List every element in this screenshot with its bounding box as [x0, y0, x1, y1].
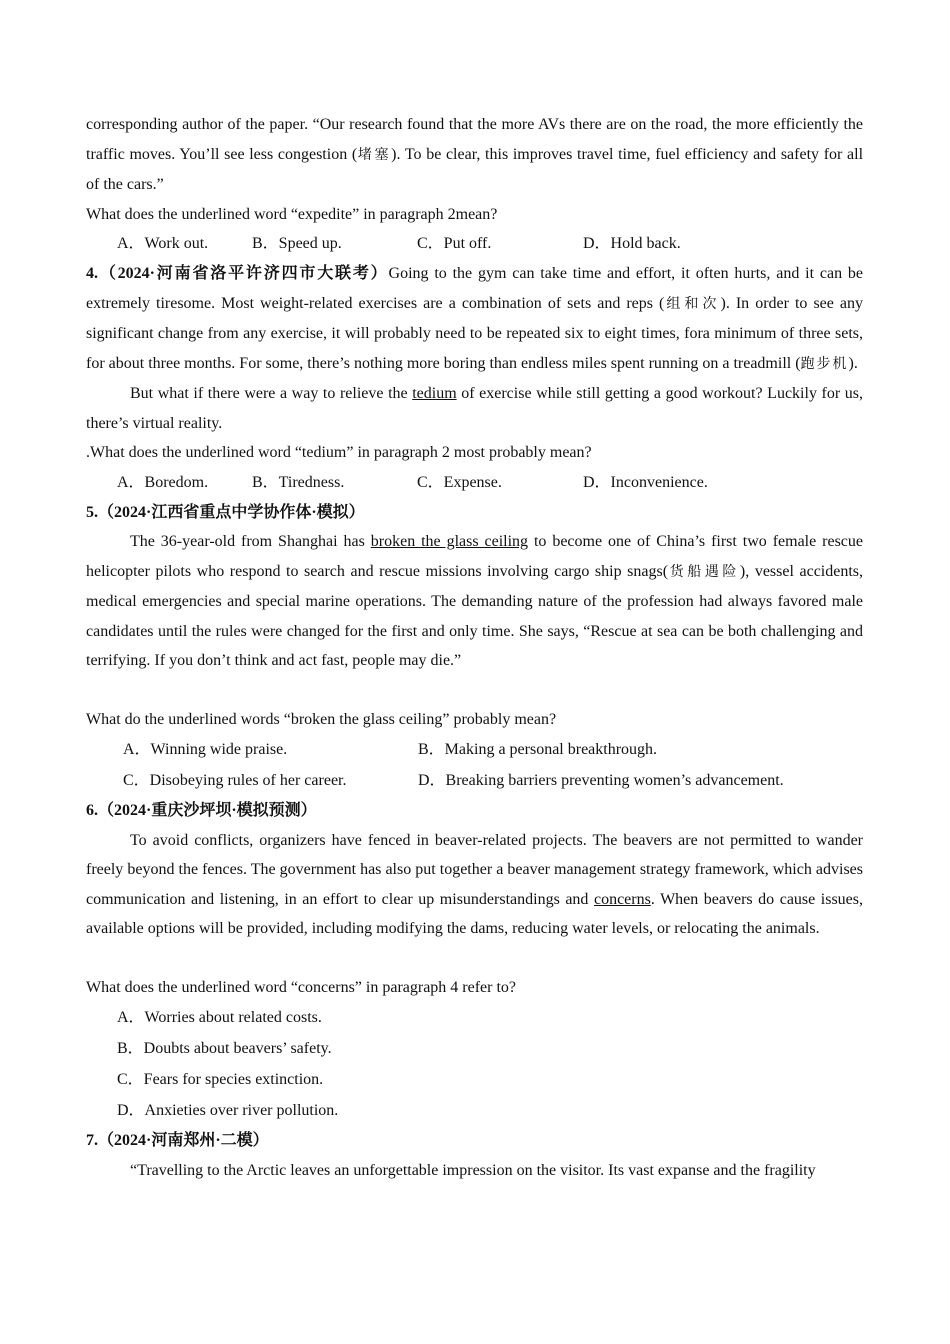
question-3-stem: What does the underlined word “expedite” in paragraph 2mean? — [86, 205, 498, 223]
question-7-heading: 7.（2024·河南郑州·二模） — [86, 1132, 269, 1149]
option-b: B．Making a personal breakthrough. — [418, 741, 658, 758]
question-4-source: （2024·河南省洛平许济四市大联考） — [98, 265, 389, 282]
option-d: D．Anxieties over river pollution. — [117, 1102, 339, 1119]
underlined-word-concerns: concerns — [593, 890, 651, 908]
question-6-stem: What does the underlined word “concerns” in paragraph 4 refer to? — [86, 978, 517, 996]
underlined-phrase-glass-ceiling: broken the glass ceiling — [370, 533, 529, 550]
passage-4-para-1: 4.（2024·河南省洛平许济四市大联考）Going to the gym can take time and effort, it often hurts, and it can be extremely tiresome. Most weight-related exercises are a combination of sets and reps (组和次). In order to see any significant change from any exercise, it will probably need to be repeated six to eight times, fora minimum of three sets, for about three months. For some, there’s nothing more boring than endless miles spent running on a treadmill (跑步机). — [86, 265, 864, 372]
option-c: C．Expense. — [417, 473, 502, 491]
option-c: C．Put off. — [417, 235, 492, 252]
option-b: B．Tiredness. — [252, 473, 345, 491]
question-5-stem: What do the underlined words “broken the glass ceiling” probably mean? — [86, 710, 557, 728]
document-content — [86, 110, 863, 1185]
question-5-options — [86, 734, 863, 796]
passage-5: The 36-year-old from Shanghai has broken the glass ceiling to become one of China’s first two female rescue helicopter pilots who respond to search and rescue missions involving cargo ship snags(货船遇险), vessel accidents, medical emergencies and special marine operations. The demanding nature of the profession had always favored male candidates until the rules were changed for the first and only time. She says, “Rescue at sea can be both challenging and terrifying. If you don’t think and act fast, people may die.” — [86, 533, 864, 669]
passage-6: To avoid conflicts, organizers have fenced in beaver-related projects. The beavers are not permitted to wander freely beyond the fences. The government has also put together a beaver management strategy framework, which advises communication and listening, in an effort to clear up misunderstandings and concerns. When beavers do cause issues, available options will be provided, including modifying the dams, reducing water levels, or relocating the animals. — [86, 831, 864, 937]
option-a: A．Worries about related costs. — [117, 1009, 322, 1026]
question-6-options — [86, 1002, 863, 1126]
option-d: D．Hold back. — [583, 235, 681, 252]
option-a: A．Work out. — [117, 235, 209, 252]
underlined-word-tedium: tedium — [412, 385, 457, 402]
option-a: A．Boredom. — [117, 473, 209, 491]
passage-3-tail: corresponding author of the paper. “Our research found that the more AVs there are on the road, the more efficiently the traffic moves. You’ll see less congestion (堵塞). To be clear, this improves travel time, fuel efficiency and safety for all of the cars.” — [86, 116, 864, 193]
option-b: B．Doubts about beavers’ safety. — [117, 1040, 332, 1057]
option-d: D．Inconvenience. — [583, 473, 708, 491]
passage-7: “Travelling to the Arctic leaves an unforgettable impression on the visitor. Its vast expanse and the fragility — [130, 1161, 816, 1179]
question-4-number: 4. — [86, 265, 98, 282]
question-6-heading: 6.（2024·重庆沙坪坝·模拟预测） — [86, 802, 317, 819]
question-4-options — [86, 468, 863, 498]
question-3-options — [86, 229, 863, 259]
option-c: C．Fears for species extinction. — [117, 1071, 324, 1088]
question-4-stem: .What does the underlined word “tedium” in paragraph 2 most probably mean? — [86, 444, 592, 461]
option-a: A．Winning wide praise. — [123, 741, 288, 758]
option-c: C．Disobeying rules of her career. — [123, 772, 347, 789]
option-d: D．Breaking barriers preventing women’s advancement. — [418, 772, 784, 789]
question-5-heading: 5.（2024·江西省重点中学协作体·模拟） — [86, 503, 365, 521]
passage-4-para-2: But what if there were a way to relieve the tedium of exercise while still getting a good workout? Luckily for us, there’s virtual reality. — [86, 385, 864, 432]
option-b: B．Speed up. — [252, 235, 342, 252]
